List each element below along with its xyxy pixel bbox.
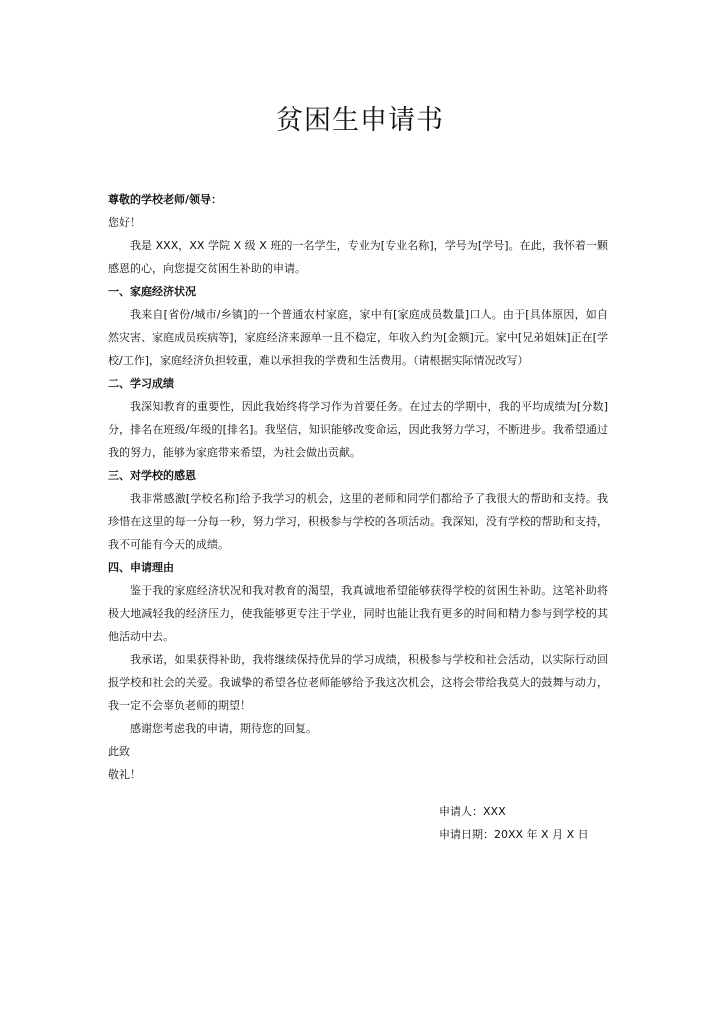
section-heading-family: 一、家庭经济状况: [108, 285, 196, 298]
intro-paragraph: 我是 XXX，XX 学院 X 级 X 班的一名学生，专业为[专业名称]，学号为[学号]。在此，我怀着一颗感恩的心，向您提交贫困生补助的申请。: [108, 239, 608, 275]
greeting: 您好！: [108, 216, 141, 229]
gratitude-paragraph: 我非常感激[学校名称]给予我学习的机会，这里的老师和同学们都给予了我很大的帮助和支持。我珍惜在这里的每一分每一秒，努力学习，积极参与学校的各项活动。我深知，没有学校的帮助和支持，我不可能有今天的成绩。: [108, 492, 608, 551]
closing-line-2: 敬礼！: [108, 768, 141, 781]
document-title: 贫困生申请书: [276, 105, 444, 136]
section-heading-gratitude: 三、对学校的感恩: [108, 469, 196, 482]
section-heading-study: 二、学习成绩: [108, 377, 174, 390]
reason-paragraph: 鉴于我的家庭经济状况和我对教育的渴望，我真诚地希望能够获得学校的贫困生补助。这笔补助将极大地减轻我的经济压力，使我能够更专注于学业，同时也能让我有更多的时间和精力参与到学校的其他活动中去。: [108, 584, 608, 643]
application-date: 申请日期：20XX 年 X 月 X 日: [439, 828, 589, 841]
applicant-name: 申请人：XXX: [439, 805, 506, 818]
closing-line-1: 此致: [108, 745, 130, 758]
study-paragraph: 我深知教育的重要性，因此我始终将学习作为首要任务。在过去的学期中，我的平均成绩为[分数]分，排名在班级/年级的[排名]。我坚信，知识能够改变命运，因此我努力学习，不断进步。我希望通过我的努力，能够为家庭带来希望，为社会做出贡献。: [108, 400, 608, 459]
signature-block: [439, 800, 589, 846]
thanks-paragraph: 感谢您考虑我的申请，期待您的回复。: [130, 722, 317, 735]
promise-paragraph: 我承诺，如果获得补助，我将继续保持优异的学习成绩，积极参与学校和社会活动，以实际行动回报学校和社会的关爱。我诚挚的希望各位老师能够给予我这次机会，这将会带给我莫大的鼓舞与动力，我一定不会辜负老师的期望！: [108, 653, 608, 712]
family-paragraph: 我来自[省份/城市/乡镇]的一个普通农村家庭，家中有[家庭成员数量]口人。由于[具体原因，如自然灾害、家庭成员疾病等]，家庭经济来源单一且不稳定，年收入约为[金额]元。家中[兄弟姐妹]正在[学校/工作]，家庭经济负担较重，难以承担我的学费和生活费用。（请根据实际情况改写）: [108, 308, 608, 367]
salutation: 尊敬的学校老师/领导：: [108, 193, 223, 206]
letter-body: [108, 188, 608, 786]
section-heading-reason: 四、申请理由: [108, 561, 174, 574]
